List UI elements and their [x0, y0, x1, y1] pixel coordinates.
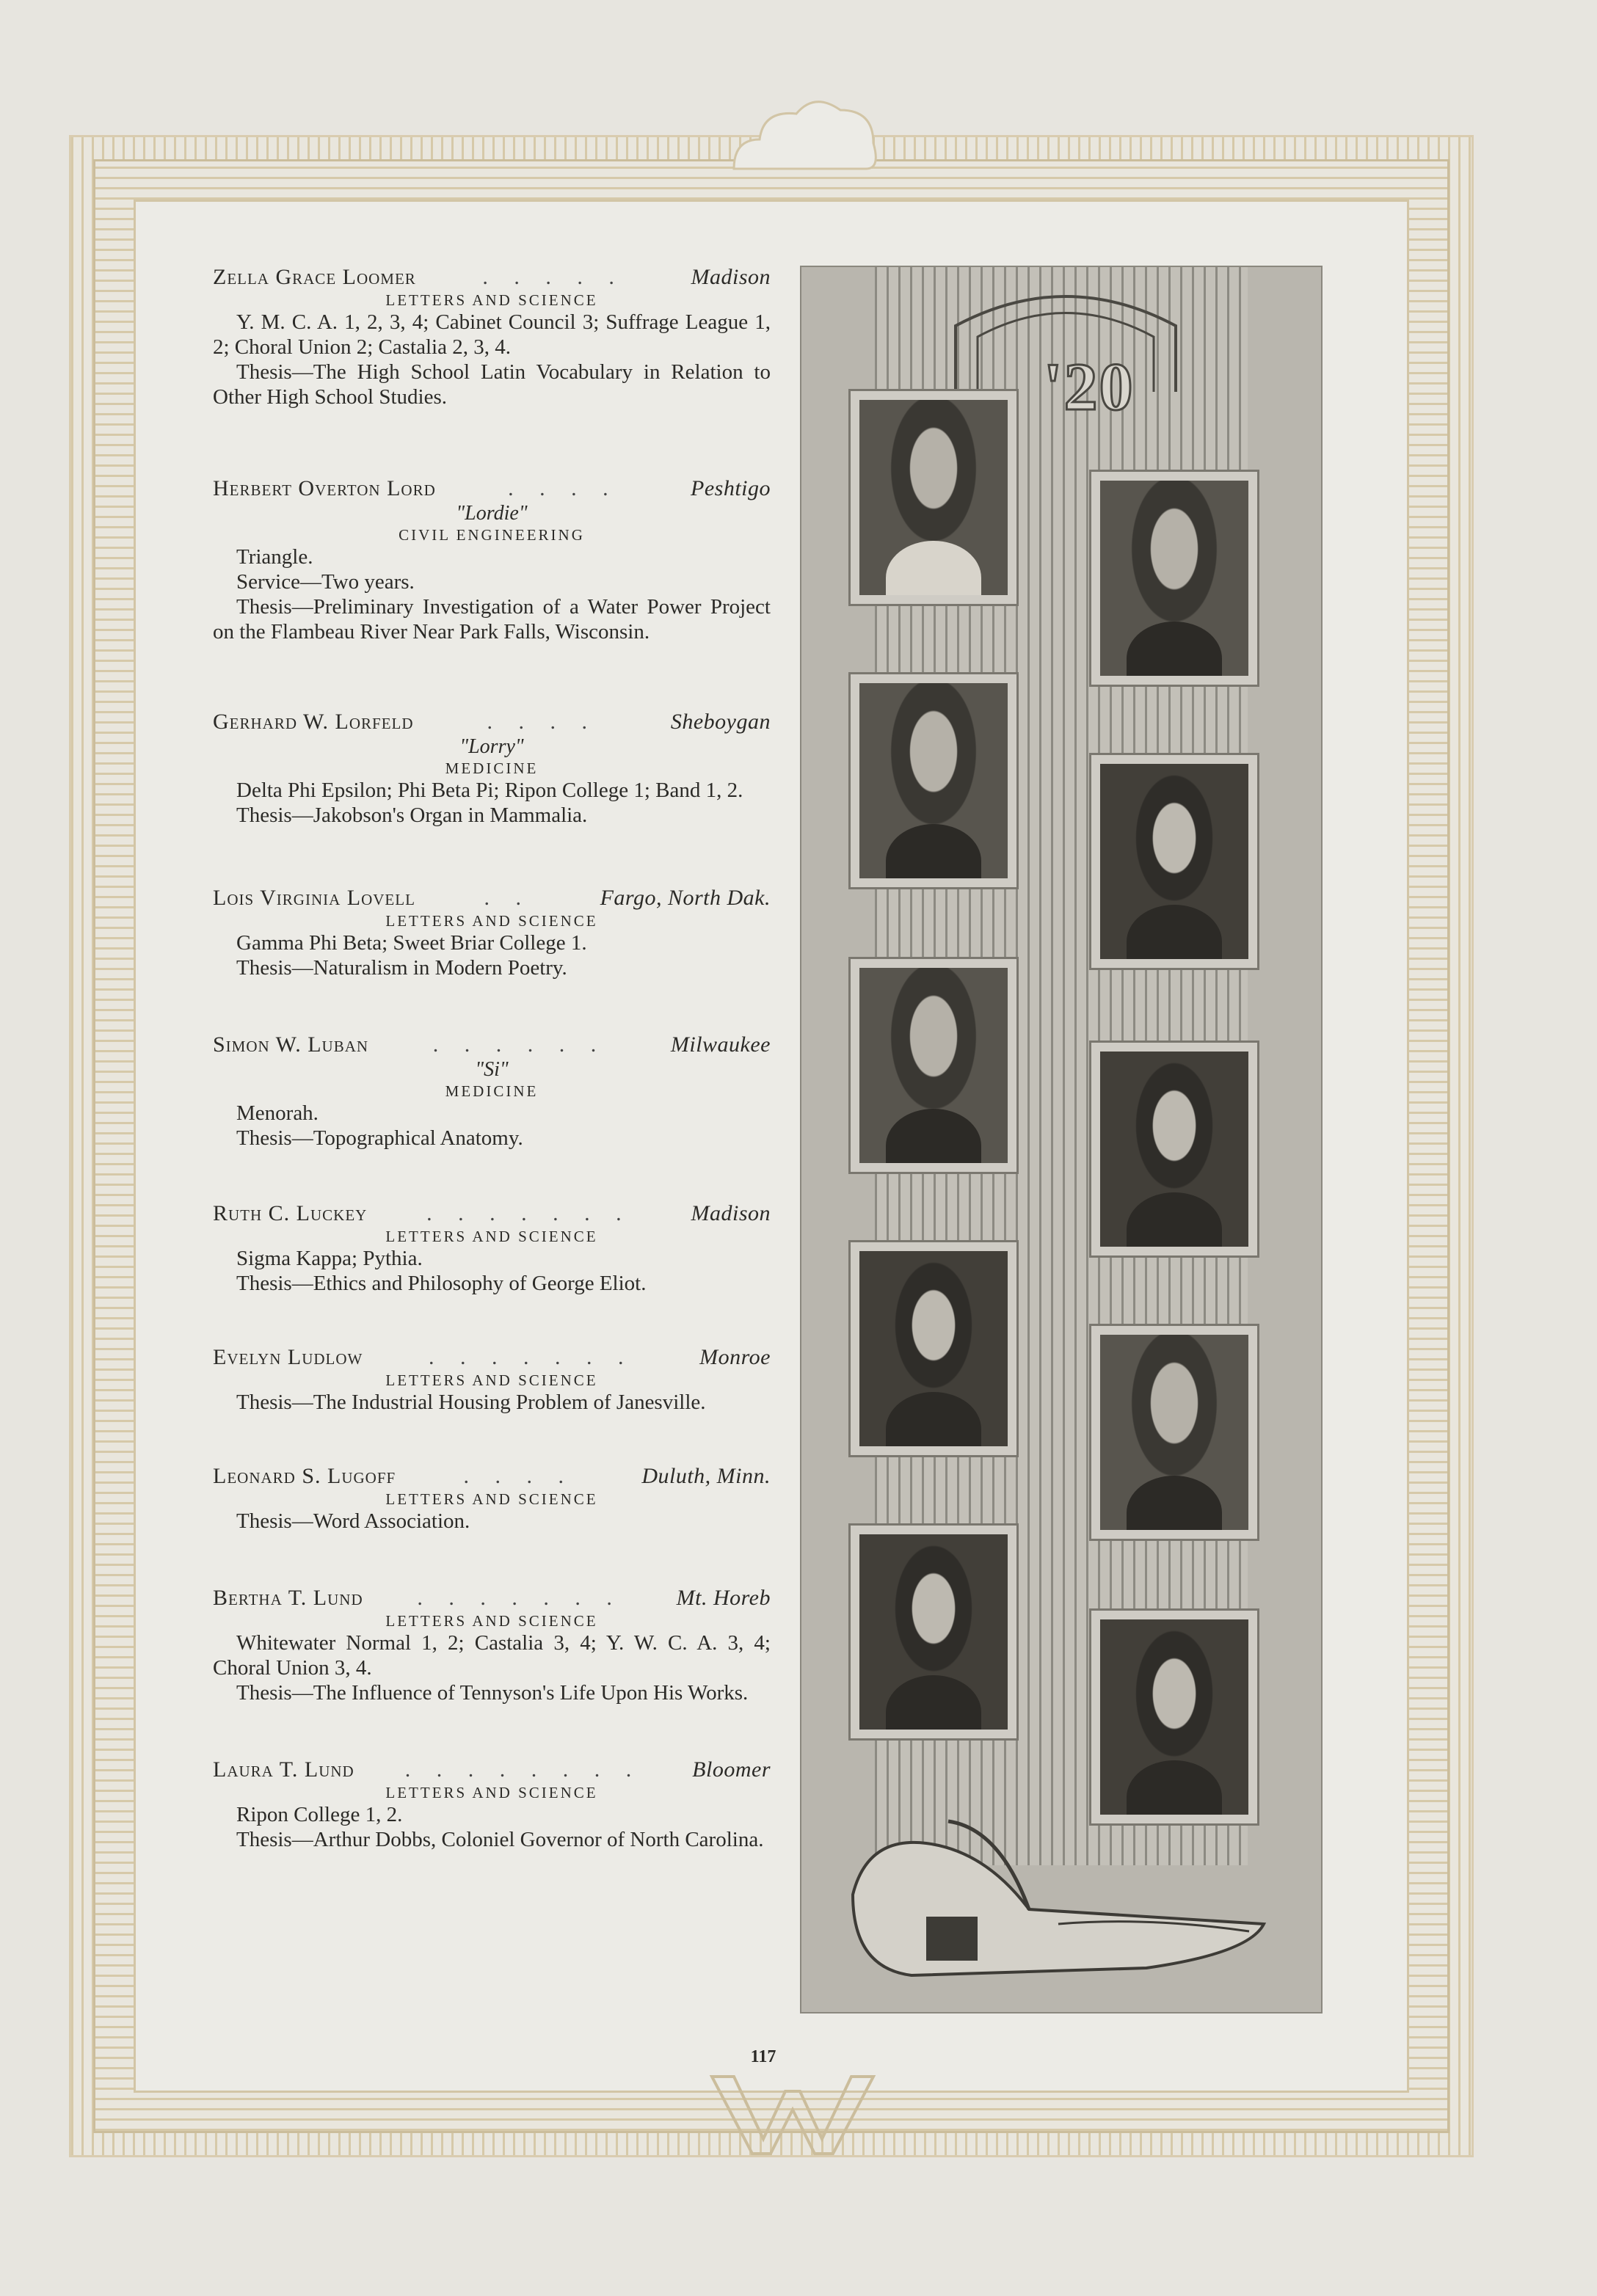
entry-detail: Whitewater Normal 1, 2; Castalia 3, 4; Y. W. C. A. 3, 4; Choral Union 3, 4. [213, 1631, 771, 1680]
hometown: Sheboygan [670, 710, 771, 734]
entry-detail: Thesis—Arthur Dobbs, Coloniel Governor of North Carolina. [236, 1828, 764, 1851]
senior-entry [213, 264, 771, 409]
leader-dots: . . . . [487, 710, 597, 734]
lamp-of-learning-ornament [838, 1807, 1278, 1983]
entry-header [213, 1585, 771, 1611]
school-name: LETTERS AND SCIENCE [385, 1228, 598, 1245]
entry-header [213, 1344, 771, 1371]
portrait-photo [848, 957, 1019, 1174]
leader-dots: . . . . . . . [417, 1586, 622, 1610]
entry-header [213, 1032, 771, 1058]
senior-entry [213, 885, 771, 980]
senior-entry [213, 709, 771, 828]
senior-entry [213, 1200, 771, 1296]
portrait-photo [848, 672, 1019, 889]
student-name: Gerhard W. Lorfeld [213, 710, 414, 734]
portrait-photo [1089, 1041, 1259, 1258]
senior-entry [213, 1463, 771, 1534]
senior-entry [213, 1344, 771, 1415]
student-name: Zella Grace Loomer [213, 265, 416, 289]
senior-entry [213, 1585, 771, 1705]
hometown: Madison [691, 1201, 771, 1225]
student-name: Herbert Overton Lord [213, 476, 436, 500]
leader-dots: . . . . . [482, 265, 625, 289]
page-number: 117 [750, 2047, 776, 2066]
entry-header [213, 1200, 771, 1227]
entry-detail: Thesis—The Influence of Tennyson's Life Upon His Works. [236, 1681, 749, 1705]
portrait-photo [1089, 1324, 1259, 1541]
nickname: "Si" [475, 1058, 509, 1081]
nickname: "Lordie" [456, 502, 528, 525]
entry-detail: Thesis—Jakobson's Organ in Mammalia. [236, 803, 588, 827]
entry-detail: Thesis—Preliminary Investigation of a Water Power Project on the Flambeau River Near Park Falls, Wisconsin. [213, 595, 771, 644]
entry-detail: Thesis—The High School Latin Vocabulary in Relation to Other High School Studies. [213, 360, 771, 409]
entry-detail: Thesis—Naturalism in Modern Poetry. [236, 956, 567, 980]
portrait-photo [848, 1240, 1019, 1457]
leader-dots: . . [484, 886, 532, 910]
portrait-photo [1089, 1608, 1259, 1826]
leader-dots: . . . . . . . [426, 1201, 632, 1225]
entry-detail: Thesis—Word Association. [236, 1509, 470, 1533]
student-name: Laura T. Lund [213, 1757, 354, 1782]
school-name: LETTERS AND SCIENCE [385, 291, 598, 309]
school-name: LETTERS AND SCIENCE [385, 1784, 598, 1801]
entry-detail: Triangle. [236, 545, 313, 569]
entry-detail: Gamma Phi Beta; Sweet Briar College 1. [236, 931, 587, 955]
senior-entry [213, 1032, 771, 1151]
leader-dots: . . . . . . . [428, 1345, 634, 1369]
school-name: CIVIL ENGINEERING [399, 526, 585, 544]
senior-entries-column [213, 264, 771, 1852]
portrait-panel [800, 266, 1323, 2013]
school-name: LETTERS AND SCIENCE [385, 1612, 598, 1630]
school-name: MEDICINE [445, 1082, 539, 1100]
leader-dots: . . . . [463, 1464, 574, 1488]
hometown: Peshtigo [691, 476, 771, 500]
entry-header [213, 475, 771, 502]
leader-dots: . . . . . . . . [404, 1757, 642, 1782]
hometown: Madison [691, 265, 771, 289]
student-name: Lois Virginia Lovell [213, 886, 415, 910]
class-year-emblem: '20 [1044, 349, 1135, 424]
senior-entry [213, 1757, 771, 1852]
student-name: Ruth C. Luckey [213, 1201, 368, 1225]
student-name: Bertha T. Lund [213, 1586, 363, 1610]
hometown: Mt. Horeb [676, 1586, 771, 1610]
hometown: Duluth, Minn. [641, 1464, 771, 1488]
senior-entry [213, 475, 771, 644]
entry-header [213, 264, 771, 291]
entry-detail: Thesis—The Industrial Housing Problem of Janesville. [236, 1391, 706, 1414]
portrait-photo [1089, 753, 1259, 970]
school-name: LETTERS AND SCIENCE [385, 1371, 598, 1389]
entry-detail: Thesis—Topographical Anatomy. [236, 1126, 523, 1150]
entry-detail: Sigma Kappa; Pythia. [236, 1247, 423, 1270]
portrait-photo [848, 1523, 1019, 1741]
entry-header [213, 1463, 771, 1490]
entry-detail: Thesis—Ethics and Philosophy of George Eliot. [236, 1272, 647, 1295]
hometown: Bloomer [692, 1757, 771, 1782]
portrait-photo [1089, 470, 1259, 687]
leader-dots: . . . . . . [432, 1032, 607, 1057]
entry-detail: Menorah. [236, 1101, 319, 1125]
school-name: MEDICINE [445, 759, 539, 777]
entry-detail: Y. M. C. A. 1, 2, 3, 4; Cabinet Council 3; Suffrage League 1, 2; Choral Union 2; Castalia 2, 3, 4. [213, 310, 771, 359]
school-name: LETTERS AND SCIENCE [385, 912, 598, 930]
student-name: Evelyn Ludlow [213, 1345, 363, 1369]
hometown: Milwaukee [670, 1032, 771, 1057]
entry-header [213, 709, 771, 735]
hometown: Monroe [699, 1345, 771, 1369]
entry-header [213, 1757, 771, 1783]
w-monogram-ornament [705, 2069, 881, 2157]
entry-header [213, 885, 771, 911]
cloud-ornament [727, 88, 881, 176]
entry-detail: Ripon College 1, 2. [236, 1803, 403, 1826]
student-name: Leonard S. Lugoff [213, 1464, 396, 1488]
leader-dots: . . . . [508, 476, 619, 500]
hometown: Fargo, North Dak. [600, 886, 771, 910]
nickname: "Lorry" [459, 735, 524, 758]
portrait-photo [848, 389, 1019, 606]
entry-detail: Service—Two years. [236, 570, 415, 594]
school-name: LETTERS AND SCIENCE [385, 1490, 598, 1508]
entry-detail: Delta Phi Epsilon; Phi Beta Pi; Ripon College 1; Band 1, 2. [236, 779, 743, 802]
student-name: Simon W. Luban [213, 1032, 369, 1057]
